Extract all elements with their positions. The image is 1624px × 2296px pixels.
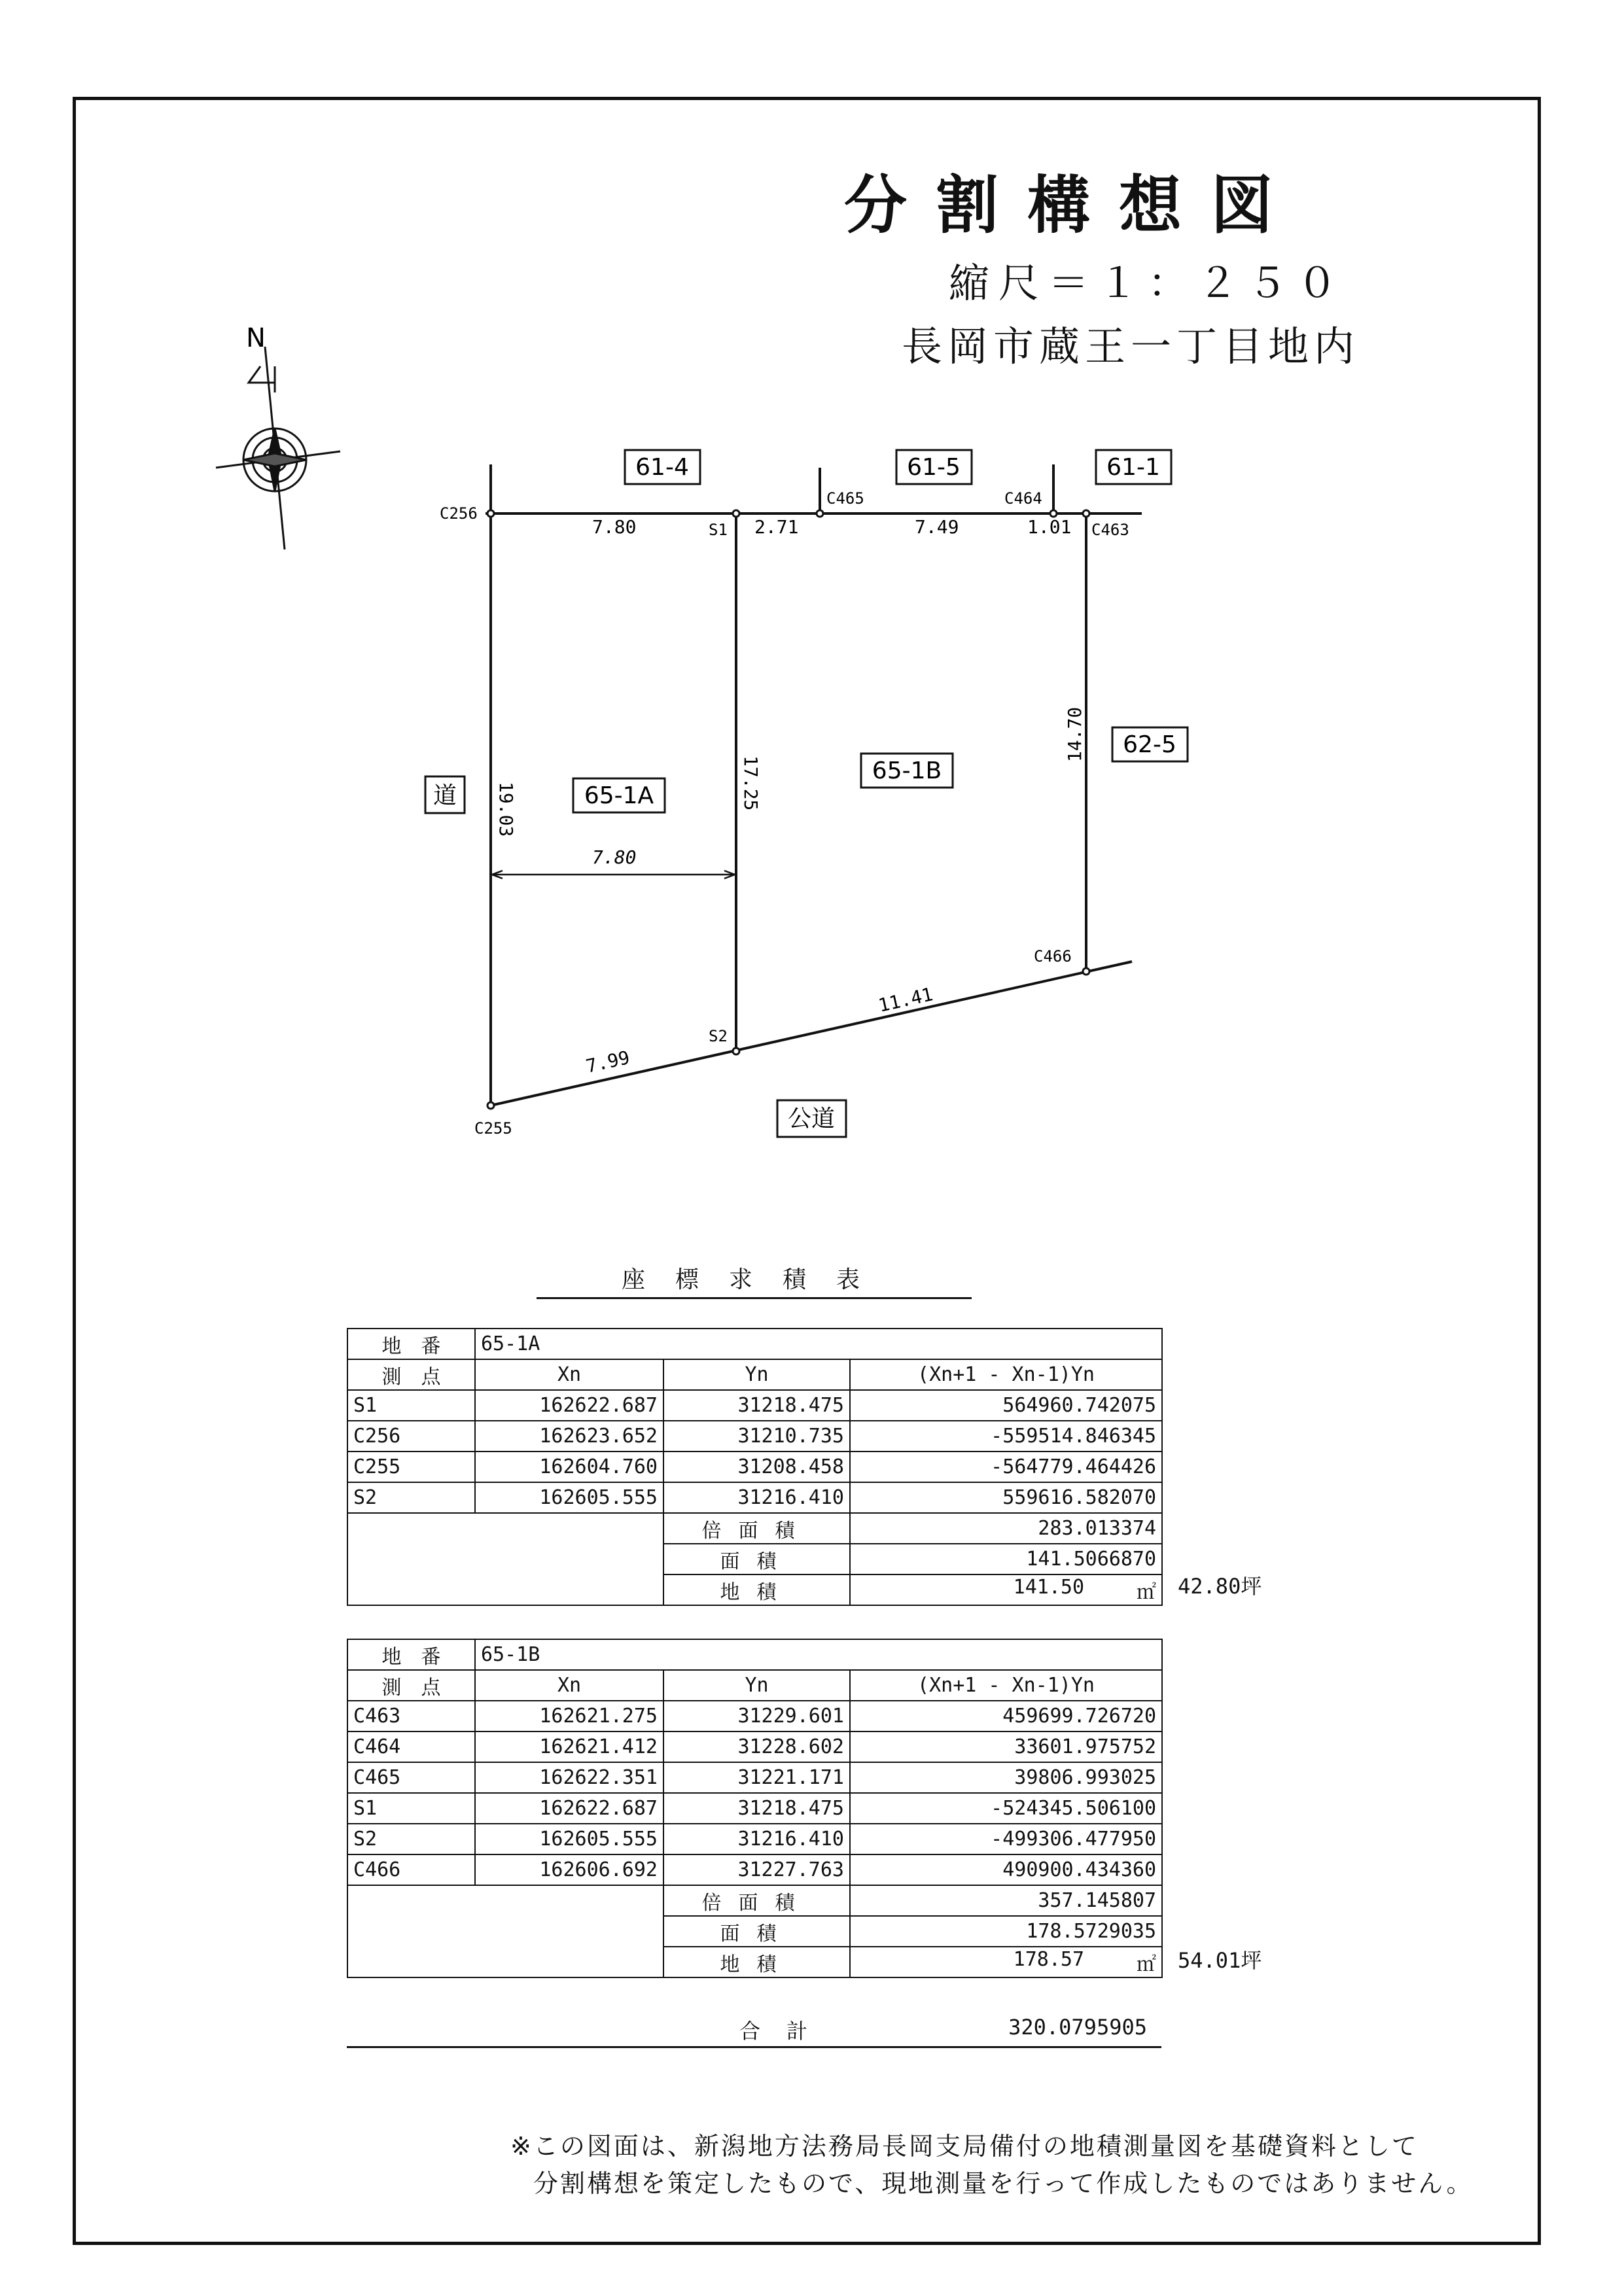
compass-icon [216,347,340,549]
table-row [347,1639,1162,1670]
cell-yn: 31229.601 [663,1701,850,1731]
svg-text:65-1A: 65-1A [584,782,654,809]
xn-header: Xn [475,1359,663,1390]
distance-top-c: 7.49 [915,516,959,538]
distance-top-a: 7.80 [592,516,637,538]
tsubo-65-1a: 42.80坪 [1178,1574,1262,1599]
svg-text:公道: 公道 [787,1105,836,1132]
point-c464: C464 [1004,489,1042,508]
distance-right: 14.70 [1064,706,1086,762]
coord-table-65-1a [347,1328,1163,1606]
cell-point: C256 [347,1421,475,1452]
distance-bottom-a: 7.99 [584,1046,632,1077]
cell-point: C255 [347,1452,475,1482]
scale-label: 縮尺＝１：２５０ [949,259,1347,307]
cell-xn: 162605.555 [475,1482,663,1513]
total-value: 320.0795905 [1008,2015,1147,2040]
cell-xn: 162622.687 [475,1390,663,1421]
blank-cell [347,1513,663,1605]
land-area-label: 地積 [663,1947,850,1977]
cell-yn: 31228.602 [663,1731,850,1762]
distance-top-b: 2.71 [754,516,799,538]
cell-calc: 564960.742075 [850,1390,1162,1421]
parcel-61-5 [896,450,972,484]
distance-top-d: 1.01 [1027,516,1072,538]
land-area-label: 地積 [663,1574,850,1605]
table-row [347,1513,1162,1544]
land-area-value: 178.57 [1013,1947,1085,1971]
double-area-label: 倍面積 [663,1885,850,1916]
point-s2: S2 [709,1027,728,1045]
total-row [347,2015,1161,2047]
point-c255: C255 [474,1119,512,1138]
land-area-value: 141.50 [1013,1575,1085,1599]
area-label: 面積 [663,1916,850,1947]
area-value: 141.5066870 [850,1544,1162,1574]
cell-xn: 162621.275 [475,1701,663,1731]
cell-xn: 162621.412 [475,1731,663,1762]
xn-header: Xn [475,1670,663,1701]
table-row [347,1731,1162,1762]
coord-table-heading: 座標求積表 [621,1266,890,1293]
table-row [347,1762,1162,1793]
table-row [347,1359,1162,1390]
yn-header: Yn [663,1359,850,1390]
yn-header: Yn [663,1670,850,1701]
table-row [347,1885,1162,1916]
table-row [347,1854,1162,1885]
cell-xn: 162606.692 [475,1854,663,1885]
table-row [347,1824,1162,1854]
unit-m2: ㎡ [1137,1580,1157,1604]
cell-yn: 31216.410 [663,1824,850,1854]
cell-yn: 31218.475 [663,1390,850,1421]
total-underline [347,2046,1161,2048]
cell-point: C465 [347,1762,475,1793]
table-row [347,1421,1162,1452]
point-c256: C256 [440,504,478,523]
land-area-cell [850,1574,1162,1605]
heading-underline [537,1297,972,1299]
calc-header: (Xn+1 - Xn-1)Yn [850,1359,1162,1390]
point-s1: S1 [709,521,728,539]
public-road-label [777,1100,846,1137]
cell-yn: 31210.735 [663,1421,850,1452]
location-label: 長岡市蔵王一丁目地内 [902,322,1360,370]
cell-point: S1 [347,1793,475,1824]
point-header: 測 点 [347,1359,475,1390]
north-label: N [246,323,266,353]
cell-point: C464 [347,1731,475,1762]
calc-header: (Xn+1 - Xn-1)Yn [850,1670,1162,1701]
double-area-label: 倍面積 [663,1513,850,1544]
svg-text:62-5: 62-5 [1123,731,1176,758]
cell-point: S1 [347,1390,475,1421]
cell-xn: 162604.760 [475,1452,663,1482]
parcel-62-5 [1112,727,1188,761]
blank-cell [347,1885,663,1977]
cell-yn: 31221.171 [663,1762,850,1793]
table-row [347,1390,1162,1421]
road-label [425,776,465,813]
table-row [347,1482,1162,1513]
table-row [347,1701,1162,1731]
cell-calc: 559616.582070 [850,1482,1162,1513]
table-row [347,1329,1162,1359]
table-row [347,1793,1162,1824]
survey-points [487,510,1089,1109]
cell-point: C463 [347,1701,475,1731]
cell-xn: 162605.555 [475,1824,663,1854]
distance-bottom-b: 11.41 [876,983,935,1017]
point-c465: C465 [826,489,864,508]
cell-calc: 39806.993025 [850,1762,1162,1793]
cell-calc: 490900.434360 [850,1854,1162,1885]
area-label: 面積 [663,1544,850,1574]
parcel-65-1A [573,778,665,812]
tsubo-65-1b: 54.01坪 [1178,1948,1262,1973]
cell-yn: 31208.458 [663,1452,850,1482]
cell-calc: 459699.726720 [850,1701,1162,1731]
table-row [347,1452,1162,1482]
cell-calc: 33601.975752 [850,1731,1162,1762]
cell-calc: -564779.464426 [850,1452,1162,1482]
note-line-1: ※この図面は、新潟地方法務局長岡支局備付の地積測量図を基礎資料として [510,2132,1419,2161]
total-label: 合計 [739,2019,834,2044]
parcel-number: 65-1B [475,1639,1162,1670]
cell-yn: 31227.763 [663,1854,850,1885]
distance-left: 19.03 [495,782,517,837]
cell-yn: 31216.410 [663,1482,850,1513]
svg-text:61-5: 61-5 [907,454,961,481]
double-area-value: 357.145807 [850,1885,1162,1916]
cell-calc: -499306.477950 [850,1824,1162,1854]
point-c466: C466 [1034,947,1072,965]
cell-calc: -559514.846345 [850,1421,1162,1452]
cell-xn: 162623.652 [475,1421,663,1452]
parcel-number: 65-1A [475,1329,1162,1359]
unit-m2: ㎡ [1137,1953,1157,1976]
note-line-2: 分割構想を策定したもので、現地測量を行って作成したものではありません。 [533,2169,1474,2198]
coord-table-65-1b [347,1639,1163,1978]
svg-text:65-1B: 65-1B [872,757,942,784]
svg-text:道: 道 [432,782,457,809]
point-header: 測 点 [347,1670,475,1701]
distance-mid: 17.25 [740,756,762,811]
page-title: 分割構想図 [844,169,1302,242]
cell-xn: 162622.687 [475,1793,663,1824]
cell-yn: 31218.475 [663,1793,850,1824]
double-area-value: 283.013374 [850,1513,1162,1544]
table-row [347,1670,1162,1701]
cell-point: S2 [347,1482,475,1513]
area-value: 178.5729035 [850,1916,1162,1947]
cell-xn: 162622.351 [475,1762,663,1793]
svg-text:61-4: 61-4 [635,454,689,481]
parcel-header: 地 番 [347,1329,475,1359]
parcel-65-1B [861,754,953,788]
distance-inner: 7.80 [592,846,637,868]
land-area-cell [850,1947,1162,1977]
cell-point: C466 [347,1854,475,1885]
parcel-61-1 [1096,450,1171,484]
svg-text:61-1: 61-1 [1106,454,1160,481]
point-c463: C463 [1091,521,1129,539]
cell-point: S2 [347,1824,475,1854]
parcel-header: 地 番 [347,1639,475,1670]
parcel-61-4 [625,450,700,484]
cell-calc: -524345.506100 [850,1793,1162,1824]
